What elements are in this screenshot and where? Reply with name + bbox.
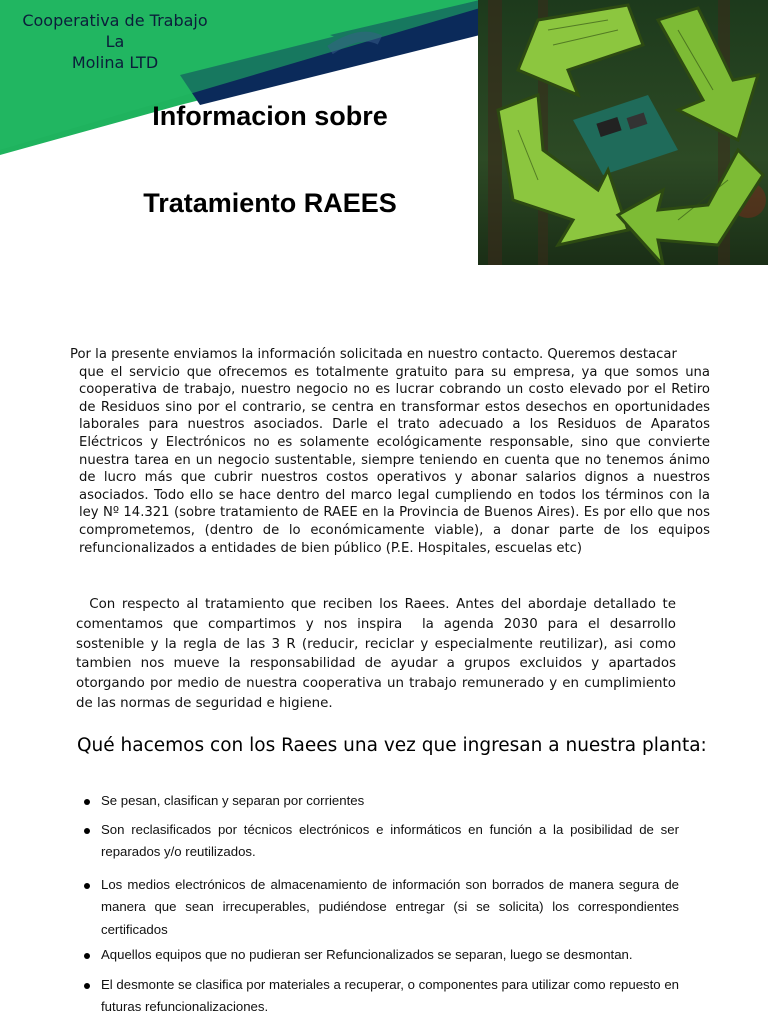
list-item xyxy=(84,974,679,1019)
org-line-1: Cooperativa de Trabajo xyxy=(22,11,208,30)
intro-body: que el servicio que ofrecemos es totalmente gratuito para su empresa, ya que somos una cooperativa de trabajo, nuestro negocio no es lucrar cobrando un costo elevado por el Retiro de Residuos sino por el contrario, se centra en transformar estos desechos en oportunidades laborales para nuestros asociados. Darle el trato adecuado a los Residuos de Aparatos Eléctricos y Electrónicos no es solamente ecológicamente responsable, sino que convierte nuestra tarea en un negocio sustentable, siempre teniendo en cuenta que no tenemos ánimo de lucro más que cubrir nuestros costos operativos y abonar salarios dignos a nuestros asociados. Todo ello se hace dentro del marco legal cumpliendo en todos los términos con la ley Nº 14.321 (sobre tratamiento de RAEE en la Provincia de Buenos Aires). Es por ello que nos comprometemos, (dentro de lo económicamente viable), a donar parte de los equipos refuncionalizados a entidades de bien público (P.E. Hospitales, escuelas etc) xyxy=(79,364,710,556)
recycle-photo xyxy=(478,0,768,265)
list-item xyxy=(84,819,679,864)
intro-first-line: Por la presente enviamos la información solicitada en nuestro contacto. Queremos destacar xyxy=(70,347,677,362)
treatment-paragraph: Con respecto al tratamiento que reciben los Raees. Antes del abordaje detallado te comentamos que compartimos y nos inspira la agenda 2030 para el desarrollo sostenible y la regla de las 3 R (reducir, reciclar y especialmente reutilizar), asi como tambien nos mueve la responsabilidad de ayudar a grupos excluidos y apartados otorgando por medio de nuestra cooperativa un trabajo remunerado y en cumplimiento de las normas de seguridad e higiene. xyxy=(76,597,681,711)
list-item-text: Aquellos equipos que no pudieran ser Refuncionalizados se separan, luego se desmontan. xyxy=(101,947,633,962)
recycle-icon xyxy=(478,0,768,265)
page-title-line-1: Informacion sobre xyxy=(152,101,388,131)
organization-name xyxy=(10,10,220,73)
list-item xyxy=(84,944,679,967)
intro-paragraph xyxy=(70,346,710,557)
process-list xyxy=(84,790,679,1019)
list-item-text: Son reclasificados por técnicos electrónicos e informáticos en función a la posibilidad de ser reparados y/o reutilizados. xyxy=(101,821,679,859)
page-title-line-2: Tratamiento RAEES xyxy=(143,188,397,218)
process-heading: Qué hacemos con los Raees una vez que ingresan a nuestra planta: xyxy=(77,735,707,756)
bullet-icon xyxy=(84,953,90,959)
list-item-text: Los medios electrónicos de almacenamiento de información son borrados de manera segura de manera que sean irrecuperables, pudiéndose entregar (si se solicita) los correspondientes certificados xyxy=(101,876,679,937)
list-item-text: El desmonte se clasifica por materiales a recuperar, o componentes para utilizar como repuesto en futuras refuncionalizaciones. xyxy=(101,976,679,1014)
bullet-icon xyxy=(84,828,90,834)
org-line-2: La xyxy=(105,32,125,51)
org-line-3: Molina LTD xyxy=(71,53,159,72)
bullet-icon xyxy=(84,883,90,889)
bullet-icon xyxy=(84,799,90,805)
list-item xyxy=(84,874,679,942)
list-item-text: Se pesan, clasifican y separan por corrientes xyxy=(101,793,365,808)
list-item xyxy=(84,790,679,813)
bullet-icon xyxy=(84,983,90,989)
